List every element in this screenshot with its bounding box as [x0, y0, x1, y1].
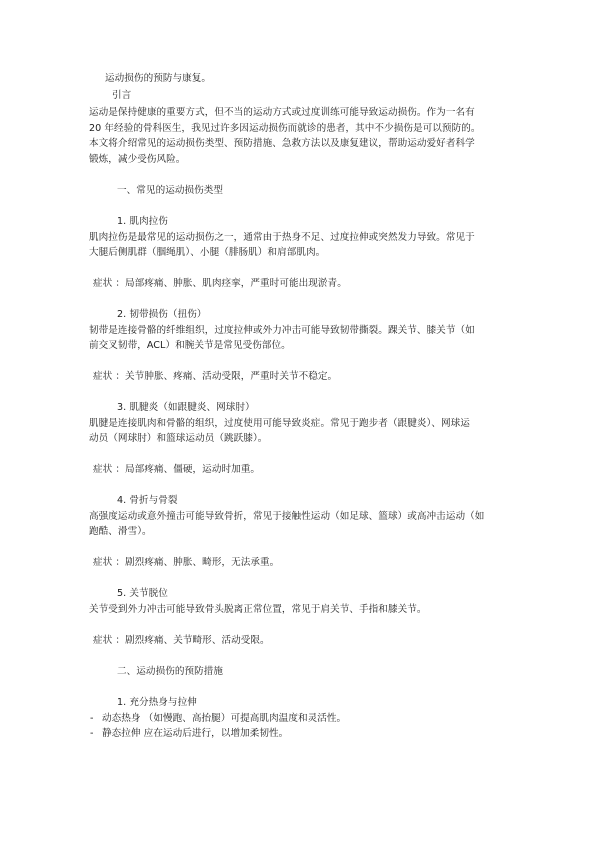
- intro-line: 20 年经验的骨科医生，我见过许多因运动损伤而就诊的患者，其中不少损伤是可以预防的。: [89, 123, 481, 134]
- injury-description-line: 韧带是连接骨骼的纤维组织，过度拉伸或外力冲击可能导致韧带撕裂。踝关节、膝关节（如: [89, 325, 475, 336]
- injury-heading: 5. 关节脱位: [117, 588, 168, 599]
- bullet-marker: -: [90, 728, 94, 739]
- bullet-item: 静态拉伸 应在运动后进行，以增加柔韧性。: [102, 728, 289, 739]
- intro-line: 本文将介绍常见的运动损伤类型、预防措施、急救方法以及康复建议，帮助运动爱好者科学: [89, 138, 475, 149]
- injury-description-line: 关节受到外力冲击可能导致骨头脱离正常位置，常见于肩关节、手指和膝关节。: [89, 604, 427, 615]
- bullet-item: 动态热身 （如慢跑、高抬腿）可提高肌肉温度和灵活性。: [102, 713, 347, 724]
- injury-description-line: 跑酷、滑雪）。: [89, 526, 152, 537]
- bullet-marker: -: [90, 713, 94, 724]
- intro-line: 锻炼，减少受伤风险。: [89, 154, 186, 165]
- injury-heading: 2. 韧带损伤（扭伤）: [117, 309, 207, 320]
- document-title: 运动损伤的预防与康复。: [105, 73, 212, 84]
- prevention-heading: 1. 充分热身与拉伸: [117, 697, 197, 708]
- injury-description-line: 动员（网球肘）和篮球运动员（跳跃膝）。: [89, 433, 268, 444]
- intro-line: 运动是保持健康的重要方式，但不当的运动方式或过度训练可能导致运动损伤。作为一名有: [89, 107, 475, 118]
- injury-symptom: 症状 ：关节肿胀、疼痛、活动受限，严重时关节不稳定。: [93, 371, 338, 382]
- injury-symptom: 症状 ：剧烈疼痛、关节畸形、活动受限。: [93, 635, 270, 646]
- injury-symptom: 症状 ：剧烈疼痛、肿胀、畸形，无法承重。: [93, 557, 280, 568]
- section-heading: 二、运动损伤的预防措施: [117, 666, 224, 677]
- intro-heading: 引言: [112, 90, 132, 101]
- injury-heading: 4. 骨折与骨裂: [117, 495, 178, 506]
- section-heading: 一、常见的运动损伤类型: [117, 185, 224, 196]
- injury-description-line: 高强度运动或意外撞击可能导致骨折，常见于接触性运动（如足球、篮球）或高冲击运动（如: [89, 511, 485, 522]
- injury-description-line: 大腿后侧肌群（腘绳肌）、小腿（腓肠肌）和肩部肌肉。: [89, 247, 326, 258]
- injury-description-line: 肌肉拉伤是最常见的运动损伤之一，通常由于热身不足、过度拉伸或突然发力导致。常见于: [89, 232, 475, 243]
- injury-heading: 1. 肌肉拉伤: [117, 216, 168, 227]
- injury-description-line: 肌腱是连接肌肉和骨骼的组织，过度使用可能导致炎症。常见于跑步者（跟腱炎）、网球运: [89, 418, 470, 429]
- injury-heading: 3. 肌腱炎（如跟腱炎、网球肘）: [117, 402, 255, 413]
- injury-symptom: 症状 ：局部疼痛、肿胀、肌肉痉挛，严重时可能出现淤青。: [93, 278, 347, 289]
- injury-symptom: 症状 ：局部疼痛、僵硬，运动时加重。: [93, 464, 261, 475]
- injury-description-line: 前交叉韧带，ACL）和腕关节是常见受伤部位。: [89, 340, 291, 351]
